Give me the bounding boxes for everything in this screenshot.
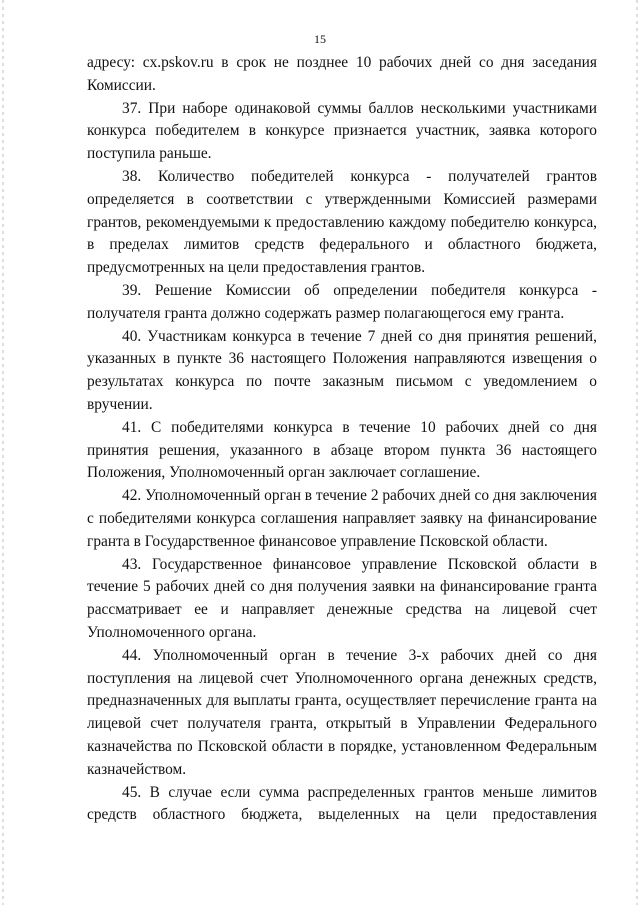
document-body <box>87 52 597 827</box>
paragraph-44: 44. Уполномоченный орган в течение 3-х рабочих дней со дня поступления на лицевой счет Уполномоченного органа денежных средств, предназначенных для выплаты гранта, осуществляет перечисление гранта на лицевой счет получателя гранта, открытый в Управлении Федерального казначейства по Псковской области в порядке, установленном Федеральным казначейством. <box>87 646 597 778</box>
paragraph-40: 40. Участникам конкурса в течение 7 дней со дня принятия решений, указанных в пункте 36 настоящего Положения направляются извещения о результатах конкурса по почте заказным письмом с уведомлением о вручении. <box>87 327 597 413</box>
scan-edge-right <box>636 0 638 905</box>
page-number: 15 <box>314 32 326 46</box>
paragraph-39: 39. Решение Комиссии об определении победителя конкурса - получателя гранта должно содержать размер полагающегося ему гранта. <box>87 281 597 322</box>
paragraph-42: 42. Уполномоченный орган в течение 2 рабочих дней со дня заключения с победителями конкурса соглашения направляет заявку на финансирование гранта в Государственное финансовое управление Псковской области. <box>87 487 597 550</box>
paragraph-continuation: адресу: cx.pskov.ru в срок не позднее 10 рабочих дней со дня заседания Комиссии. <box>87 54 597 94</box>
paragraph-45: 45. В случае если сумма распределенных грантов меньше лимитов средств областного бюджета, выделенных на цели предоставления <box>87 783 597 824</box>
paragraph-38: 38. Количество победителей конкурса - получателей грантов определяется в соответствии с утвержденными Комиссией размерами грантов, рекомендуемыми к предоставлению каждому победителю конкурса, в пределах лимитов средств федерального и областного бюджета, предусмотренных на цели предоставления грантов. <box>87 167 597 277</box>
paragraph-43: 43. Государственное финансовое управление Псковской области в течение 5 рабочих дней со дня получения заявки на финансирование гранта рассматривает ее и направляет денежные средства на лицевой счет Уполномоченного органа. <box>87 555 597 641</box>
scan-edge-left <box>2 0 4 905</box>
paragraph-41: 41. С победителями конкурса в течение 10 рабочих дней со дня принятия решения, указанного в абзаце втором пункта 36 настоящего Положения, Уполномоченный орган заключает соглашение. <box>87 418 597 482</box>
paragraph-37: 37. При наборе одинаковой суммы баллов несколькими участниками конкурса победителем в конкурсе признается участник, заявка которого поступила раньше. <box>87 99 597 163</box>
